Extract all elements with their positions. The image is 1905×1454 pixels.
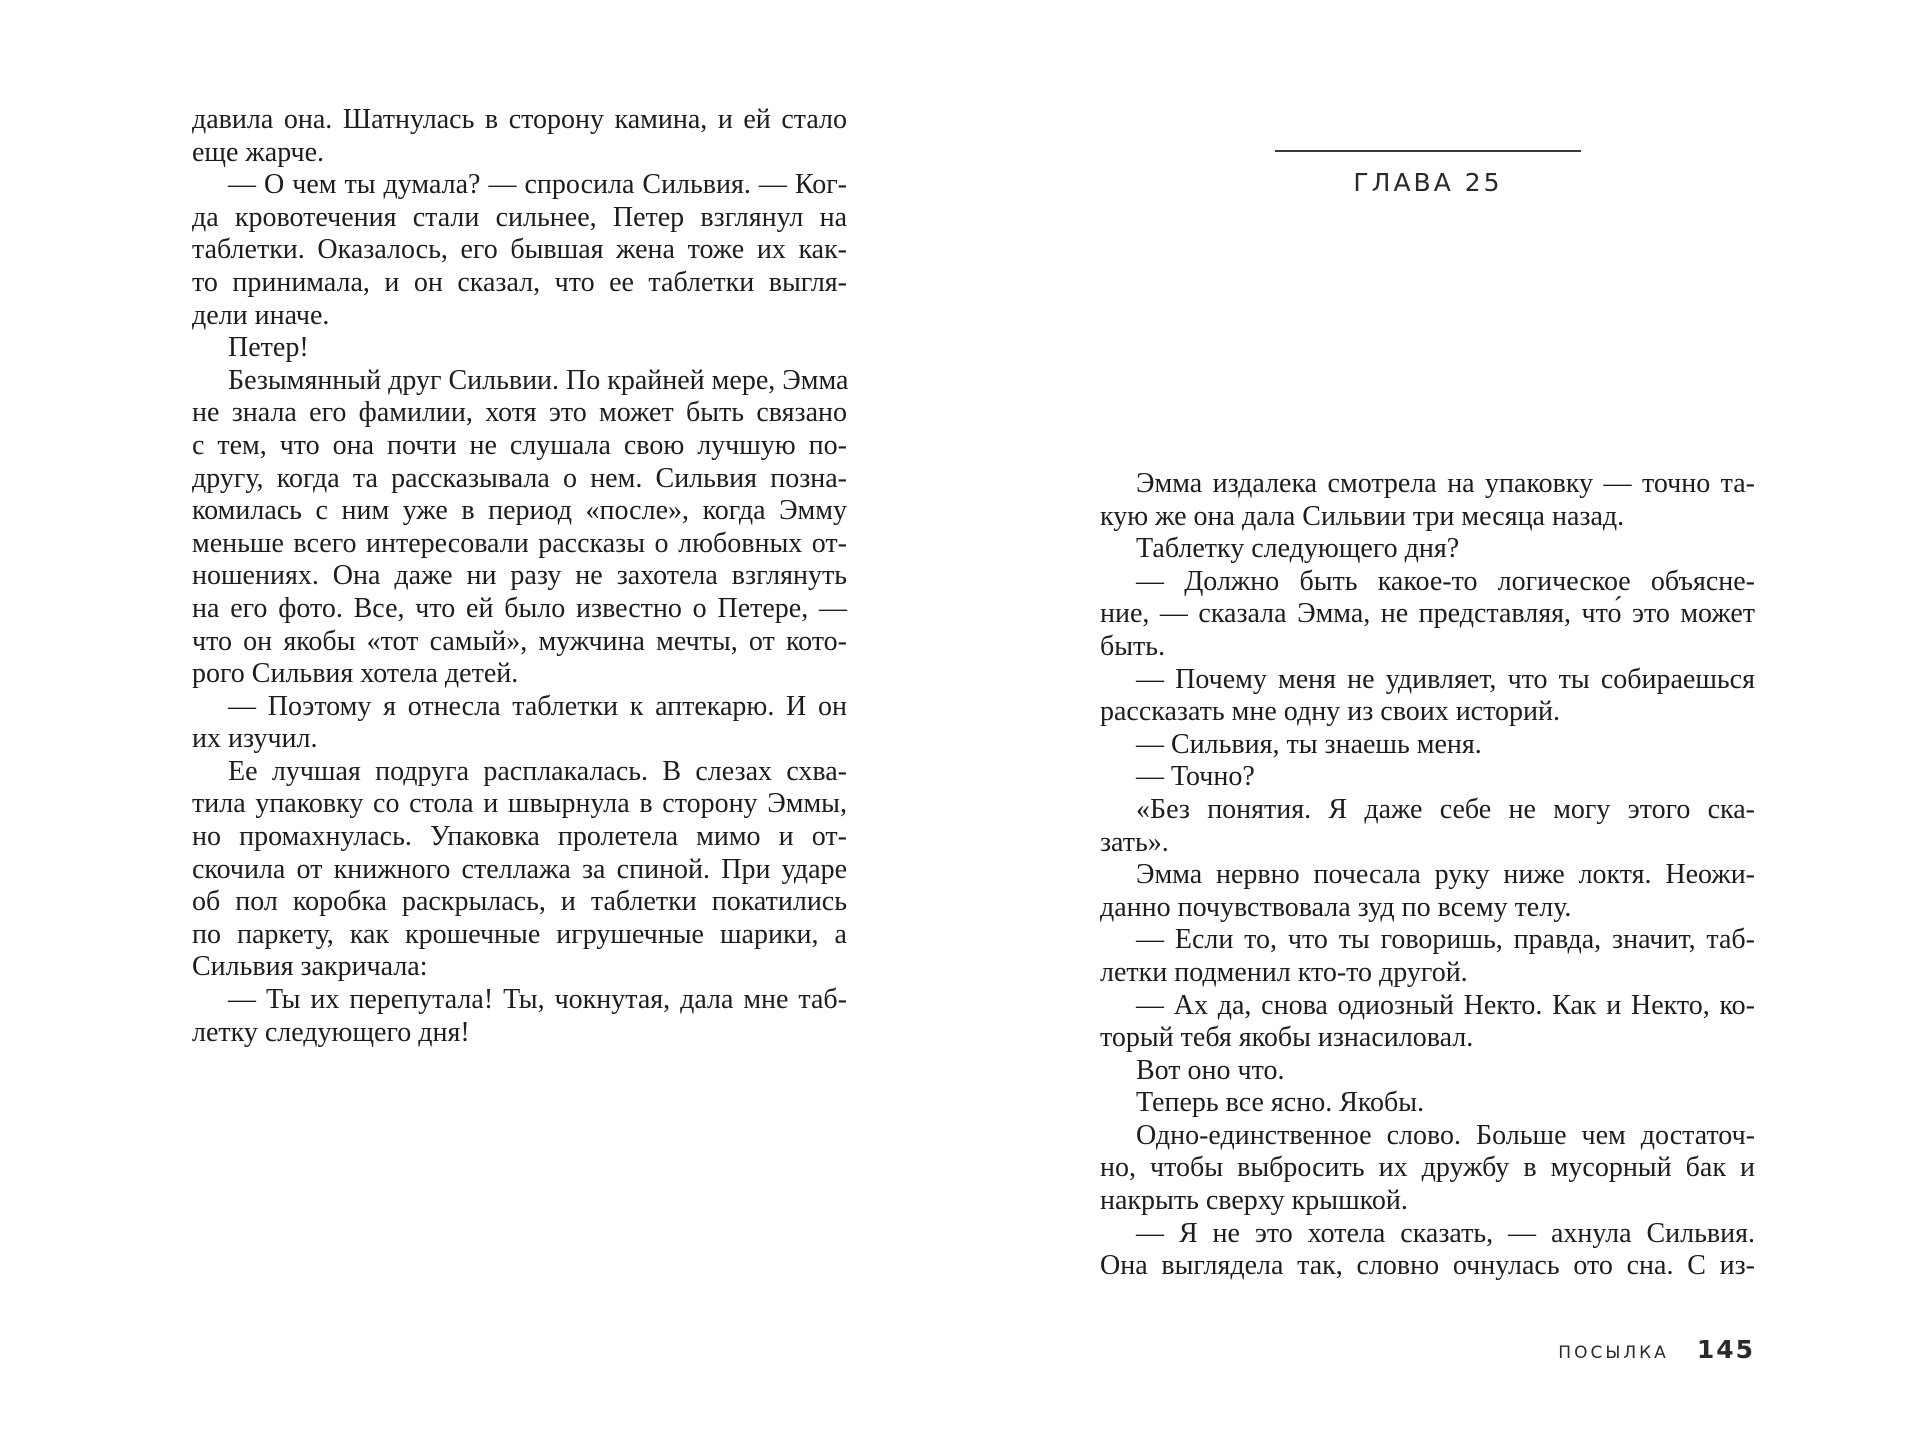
text-line: давила она. Шатнулась в сторону камина, и ей стало: [192, 104, 847, 135]
text-line: что он якобы «тот самый», мужчина мечты, от кото-: [192, 625, 847, 657]
text-line: дели иначе.: [192, 299, 330, 331]
text-line: Ее лучшая подруга расплакалась. В слезах схва-: [228, 755, 847, 787]
text-line: зать».: [1100, 826, 1169, 858]
text-line: — Сильвия, ты знаешь меня.: [1136, 728, 1482, 760]
text-line: другу, когда та рассказывала о нем. Сильвия позна-: [192, 462, 847, 494]
text-line: но промахнулась. Упаковка пролетела мимо и от-: [192, 821, 847, 853]
text-line: — Ах да, снова одиозный Некто. Как и Некто, ко-: [1136, 989, 1755, 1021]
text-line: Эмма нервно почесала руку ниже локтя. Неожи-: [1136, 859, 1755, 891]
text-line: ношениях. Она даже ни разу не захотела взглянуть: [192, 560, 847, 592]
text-line: по паркету, как крошечные игрушечные шарики, а: [192, 918, 847, 950]
page-number: 145: [1696, 1335, 1755, 1364]
text-line: еще жарче.: [192, 136, 325, 168]
text-line: — Если то, что ты говоришь, правда, значит, таб-: [1136, 924, 1755, 956]
text-line: накрыть сверху крышкой.: [1100, 1185, 1408, 1217]
text-line: с тем, что она почти не слушала свою лучшую по-: [192, 429, 847, 461]
text-line: тила упаковку со стола и швырнула в сторону Эммы,: [192, 788, 847, 820]
text-line: да кровотечения стали сильнее, Петер взглянул на: [192, 201, 847, 233]
text-line: — Должно быть какое-то логическое объясне-: [1136, 565, 1755, 597]
text-line: Она выглядела так, словно очнулась ото сна. С из-: [1100, 1250, 1755, 1282]
left-page-text: [192, 104, 847, 1049]
text-line: ние, — сказала Эмма, не представляя, что́ это может: [1100, 598, 1755, 630]
text-line: таблетки. Оказалось, его бывшая жена тоже их как-: [192, 234, 847, 266]
page-footer: [1558, 1335, 1755, 1364]
text-line: летку следующего дня!: [192, 1016, 470, 1048]
chapter-title: ГЛАВА 25: [1353, 168, 1503, 197]
text-line: — Ты их перепутала! Ты, чокнутая, дала мне таб-: [228, 984, 847, 1016]
text-line: рого Сильвия хотела детей.: [192, 658, 519, 690]
text-line: — Почему меня не удивляет, что ты собираешься: [1136, 663, 1755, 695]
text-line: Петер!: [228, 332, 309, 364]
text-line: комилась с ним уже в период «после», когда Эмму: [192, 495, 847, 527]
text-line: — Точно?: [1136, 761, 1255, 793]
text-line: Одно-единственное слово. Больше чем достаточ-: [1136, 1119, 1755, 1151]
text-line: кую же она дала Сильвии три месяца назад.: [1100, 500, 1625, 532]
text-line: Эмма издалека смотрела на упаковку — точно та-: [1136, 468, 1755, 499]
text-line: на его фото. Все, что ей было известно о Петере, —: [192, 592, 847, 624]
text-line: их изучил.: [192, 723, 318, 755]
text-line: Сильвия закричала:: [192, 951, 428, 983]
text-line: «Без понятия. Я даже себе не могу этого ска-: [1136, 793, 1755, 825]
text-line: летки подменил кто-то другой.: [1100, 956, 1468, 988]
left-page: [192, 104, 847, 1049]
text-line: не знала его фамилии, хотя это может быть связано: [192, 397, 847, 429]
text-line: об пол коробка раскрылась, и таблетки покатились: [192, 886, 847, 918]
right-page-text: [1100, 468, 1755, 1283]
text-line: рассказать мне одну из своих историй.: [1100, 696, 1560, 728]
text-line: Безымянный друг Сильвии. По крайней мере, Эмма: [228, 364, 849, 396]
text-line: — О чем ты думала? — спросила Сильвия. — Ког-: [228, 169, 847, 201]
text-line: торый тебя якобы изнасиловал.: [1100, 1022, 1474, 1054]
text-line: меньше всего интересовали рассказы о любовных от-: [192, 527, 847, 559]
text-line: — Поэтому я отнесла таблетки к аптекарю. И он: [228, 690, 847, 722]
right-page: [1100, 468, 1755, 1283]
text-line: Вот оно что.: [1136, 1054, 1285, 1086]
running-head: ПОСЫЛКА: [1558, 1343, 1669, 1363]
text-line: данно почувствовала зуд по всему телу.: [1100, 891, 1572, 923]
text-line: быть.: [1100, 630, 1166, 662]
text-line: скочила от книжного стеллажа за спиной. При ударе: [192, 853, 847, 885]
chapter-rule: [1275, 150, 1581, 152]
text-line: — Я не это хотела сказать, — ахнула Сильвия.: [1136, 1217, 1755, 1249]
text-line: но, чтобы выбросить их дружбу в мусорный бак и: [1100, 1152, 1755, 1184]
text-line: то принимала, и он сказал, что ее таблетки выгля-: [192, 266, 847, 298]
text-line: Таблетку следующего дня?: [1136, 533, 1460, 565]
text-line: Теперь все ясно. Якобы.: [1136, 1087, 1425, 1119]
